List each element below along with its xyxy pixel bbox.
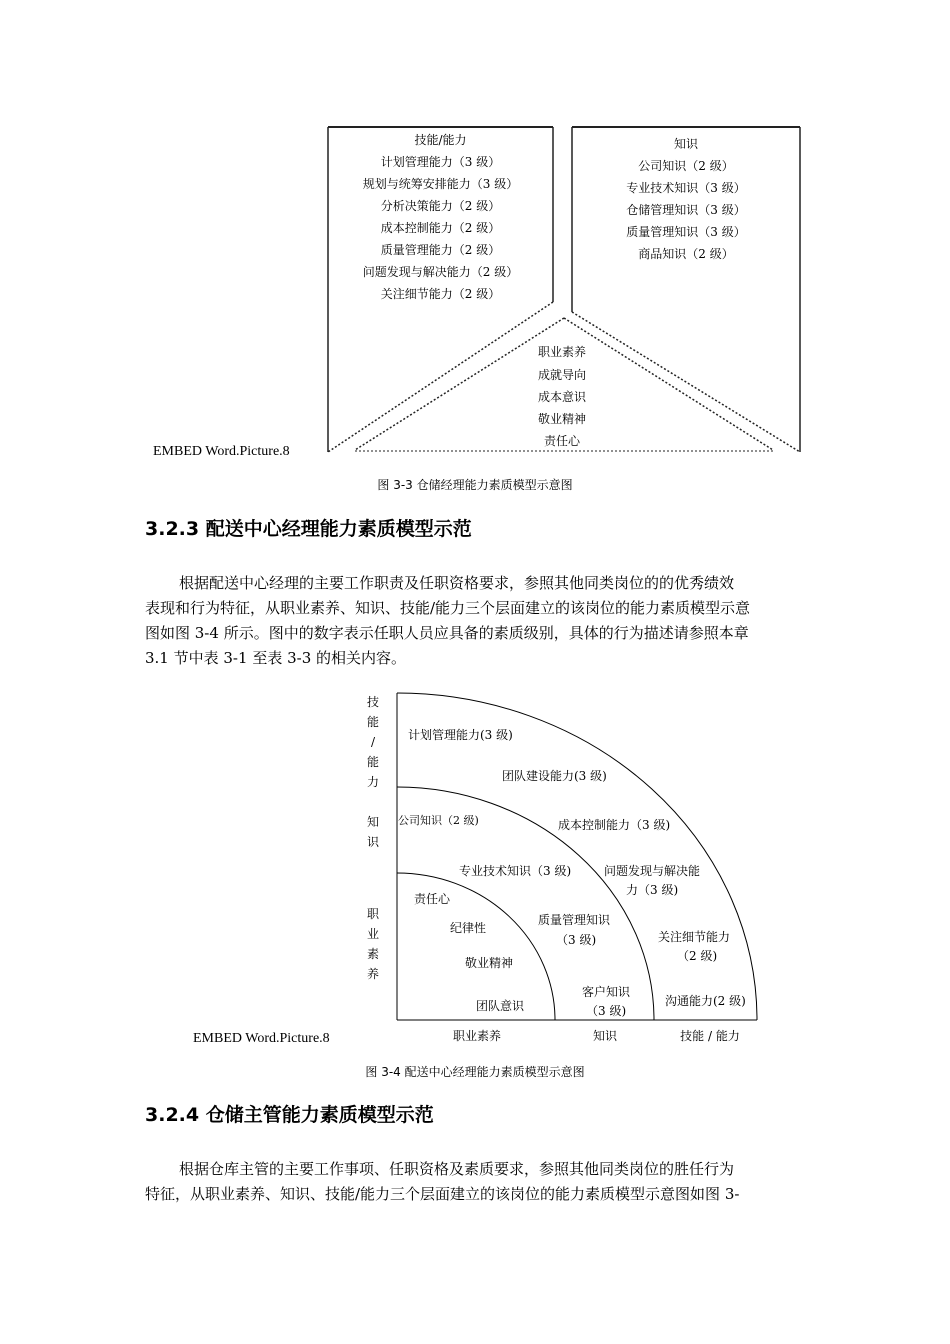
list-item: 公司知识（2 级） (638, 159, 734, 173)
embed-field-code: EMBED Word.Picture.8 (153, 444, 290, 459)
professional-item: 纪律性 (450, 921, 487, 935)
y-label-char: 知 (366, 815, 379, 829)
list-item: 专业技术知识（3 级） (626, 181, 746, 195)
paragraph-line: 根据配送中心经理的主要工作职责及任职资格要求，参照其他同类岗位的的优秀绩效 (179, 574, 735, 592)
section-heading: 3.2.4 仓储主管能力素质模型示范 (145, 1104, 434, 1126)
skills-item: 关注细节能力 (658, 930, 731, 944)
knowledge-box-title: 知识 (673, 137, 698, 151)
y-label-char: 养 (366, 967, 379, 981)
list-item: 仓储管理知识（3 级） (626, 203, 746, 217)
x-label-knowledge: 知识 (592, 1029, 617, 1043)
y-label-knowledge (365, 812, 381, 852)
list-item: 问题发现与解决能力（2 级） (362, 265, 519, 279)
paragraph-line: 特征，从职业素养、知识、技能/能力三个层面建立的该岗位的能力素质模型示意图如图 3- (145, 1185, 740, 1203)
figure-caption: 图 3-4 配送中心经理能力素质模型示意图 (365, 1065, 585, 1079)
y-label-char: 能 (366, 715, 379, 729)
figure-caption: 图 3-3 仓储经理能力素质模型示意图 (377, 478, 573, 492)
paragraph-line: 图如图 3-4 所示。图中的数字表示任职人员应具备的素质级别，具体的行为描述请参照本章 (145, 624, 749, 642)
professional-item: 责任心 (414, 892, 451, 906)
skills-item: （2 级) (677, 949, 718, 963)
professional-item: 团队意识 (476, 999, 525, 1013)
y-label-char: 力 (366, 775, 379, 789)
knowledge-item: （3 级) (586, 1004, 627, 1018)
knowledge-item: 客户知识 (582, 985, 631, 999)
skills-item: 成本控制能力（3 级) (558, 818, 671, 832)
paragraph-line: 根据仓库主管的主要工作事项、任职资格及素质要求，参照其他同类岗位的胜任行为 (179, 1160, 735, 1178)
y-label-char: 能 (366, 755, 379, 769)
list-item: 成本控制能力（2 级） (380, 221, 501, 235)
list-item: 质量管理知识（3 级） (626, 225, 746, 239)
section-heading: 3.2.3 配送中心经理能力素质模型示范 (145, 518, 472, 540)
list-item: 责任心 (543, 434, 580, 448)
list-item: 成本意识 (537, 390, 586, 404)
y-label-char: / (370, 735, 376, 749)
y-label-skills (365, 692, 381, 792)
knowledge-item: 公司知识（2 级) (398, 814, 479, 827)
list-item: 成就导向 (537, 368, 586, 382)
list-item: 商品知识（2 级） (638, 247, 734, 261)
professional-item: 敬业精神 (465, 956, 514, 970)
y-label-char: 技 (366, 695, 379, 709)
knowledge-item: 专业技术知识（3 级) (459, 864, 572, 878)
y-label-char: 识 (366, 835, 379, 849)
paragraph-line: 3.1 节中表 3-1 至表 3-3 的相关内容。 (145, 649, 407, 667)
knowledge-item: 质量管理知识 (538, 913, 611, 927)
skills-item: 团队建设能力(3 级) (502, 769, 607, 783)
paragraph-line: 表现和行为特征，从职业素养、知识、技能/能力三个层面建立的该岗位的能力素质模型示意 (145, 599, 751, 617)
x-label-professional: 职业素养 (452, 1029, 501, 1043)
professional-box-title: 职业素养 (537, 345, 586, 359)
list-item: 计划管理能力（3 级） (380, 155, 501, 169)
list-item: 敬业精神 (537, 412, 586, 426)
list-item: 质量管理能力（2 级） (380, 243, 501, 257)
y-label-char: 业 (366, 927, 379, 941)
skills-item: 计划管理能力(3 级) (408, 728, 513, 742)
embed-field-code: EMBED Word.Picture.8 (193, 1031, 330, 1046)
skills-box-title: 技能/能力 (414, 133, 467, 147)
y-label-professional (365, 904, 381, 984)
knowledge-item: （3 级) (556, 933, 597, 947)
skills-item: 问题发现与解决能 (604, 864, 701, 878)
skills-item: 沟通能力(2 级) (665, 994, 746, 1008)
list-item: 分析决策能力（2 级） (380, 199, 501, 213)
y-label-char: 素 (366, 947, 379, 961)
x-label-skills: 技能 / 能力 (680, 1029, 740, 1043)
list-item: 规划与统筹安排能力（3 级） (362, 177, 519, 191)
list-item: 关注细节能力（2 级） (380, 287, 501, 301)
y-label-char: 职 (366, 907, 379, 921)
body-paragraph (145, 1157, 807, 1207)
skills-item: 力（3 级) (626, 883, 679, 897)
